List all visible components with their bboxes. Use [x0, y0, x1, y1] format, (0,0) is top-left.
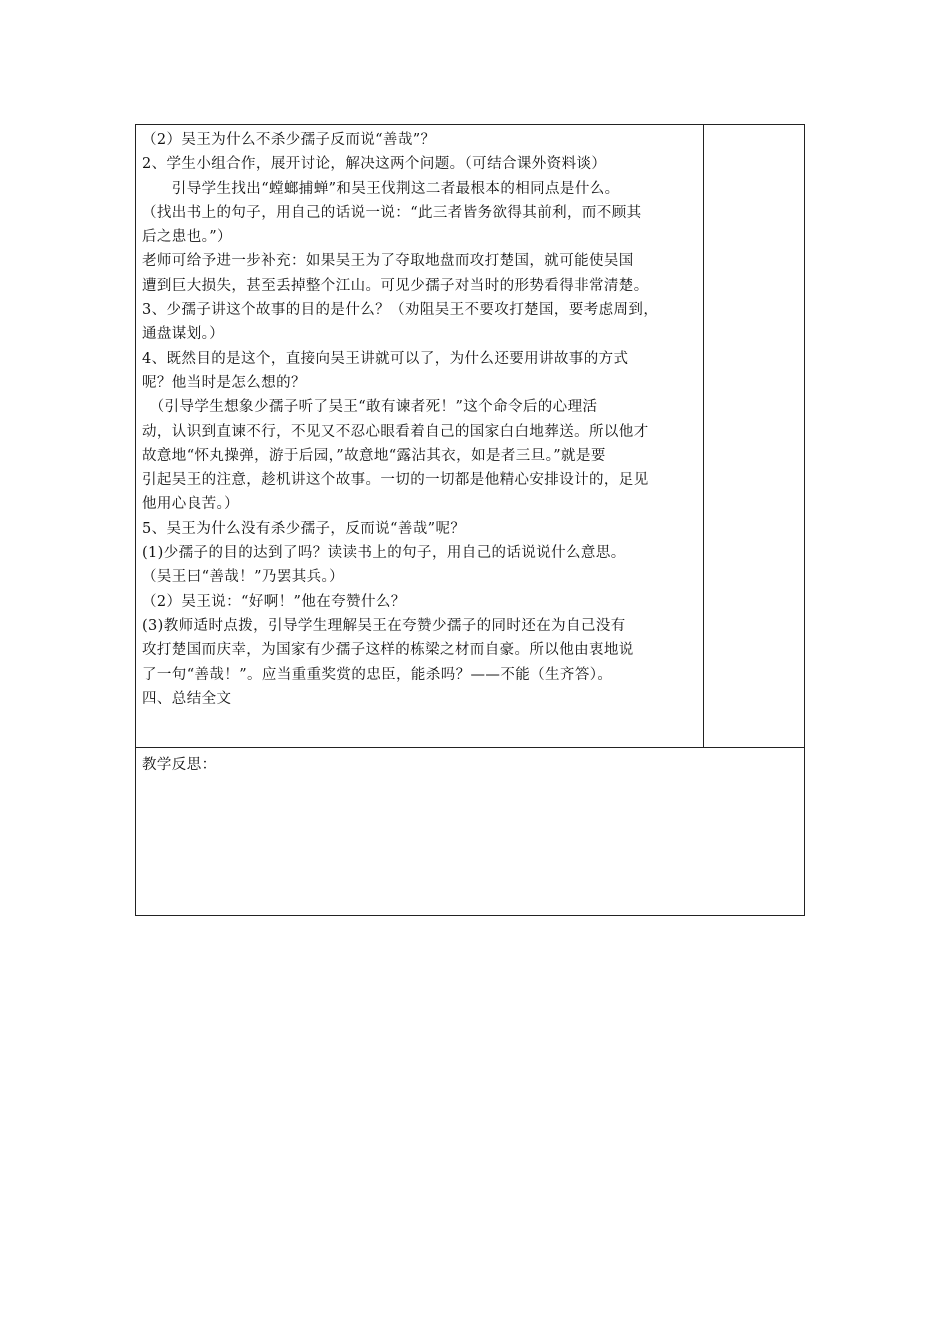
text-line: 故意地“怀丸操弹，游于后园，”故意地“露沾其衣，如是者三旦。”就是要	[142, 447, 606, 464]
text-line: 老师可给予进一步补充：如果吴王为了夺取地盘而攻打楚国，就可能使吴国	[142, 253, 634, 270]
text-line: 后之患也。”）	[142, 229, 232, 246]
text-line: 攻打楚国而庆幸，为国家有少孺子这样的栋梁之材而自豪。所以他由衷地说	[142, 642, 634, 659]
text-line: 了一句“善哉！”。应当重重奖赏的忠臣，能杀吗？——不能（生齐答）。	[142, 666, 613, 683]
text-line: （2）吴王为什么不杀少孺子反而说“善哉”？	[142, 132, 436, 148]
text-line: 2、学生小组合作，展开讨论，解决这两个问题。（可结合课外资料谈）	[142, 156, 607, 173]
text-line: 3、少孺子讲这个故事的目的是什么？（劝阻吴王不要攻打楚国，要考虑周到，	[142, 302, 659, 319]
text-line: （找出书上的句子，用自己的话说一说：“此三者皆务欲得其前利，而不顾其	[142, 204, 642, 221]
text-line: 他用心良苦。）	[142, 496, 240, 513]
text-line: 动，认识到直谏不行，不见又不忍心眼看着自己的国家白白地葬送。所以他才	[142, 423, 649, 440]
text-line: （引导学生想象少孺子听了吴王“敢有谏者死！”这个命令后的心理活	[142, 399, 598, 416]
lesson-plan-table	[135, 124, 805, 916]
section-heading: 四、总结全文	[142, 690, 232, 707]
lesson-content-cell	[136, 125, 704, 747]
text-line: 遭到巨大损失，甚至丢掉整个江山。可见少孺子对当时的形势看得非常清楚。	[142, 277, 649, 294]
text-line: （2）吴王说：“好啊！”他在夸赞什么？	[142, 593, 406, 610]
text-line: 引起吴王的注意，趁机讲这个故事。一切的一切都是他精心安排设计的，足见	[142, 472, 649, 489]
text-line: (3)教师适时点拨，引导学生理解吴王在夸赞少孺子的同时还在为自己没有	[142, 617, 626, 634]
notes-column-cell	[704, 125, 804, 747]
text-line: 通盘谋划。）	[142, 326, 225, 343]
reflection-cell	[136, 747, 804, 915]
text-line: 4、既然目的是这个，直接向吴王讲就可以了，为什么还要用讲故事的方式	[142, 350, 629, 367]
text-line: （吴王曰“善哉！”乃罢其兵。）	[142, 569, 345, 586]
text-line: 呢？他当时是怎么想的？	[142, 374, 306, 391]
text-line: 5、吴王为什么没有杀少孺子，反而说“善哉”呢？	[142, 520, 466, 537]
reflection-label: 教学反思：	[142, 757, 217, 773]
text-line: 引导学生找出“螳螂捕蝉”和吴王伐荆这二者最根本的相同点是什么。	[142, 180, 620, 197]
text-line: (1)少孺子的目的达到了吗？读读书上的句子，用自己的话说说什么意思。	[142, 545, 626, 562]
